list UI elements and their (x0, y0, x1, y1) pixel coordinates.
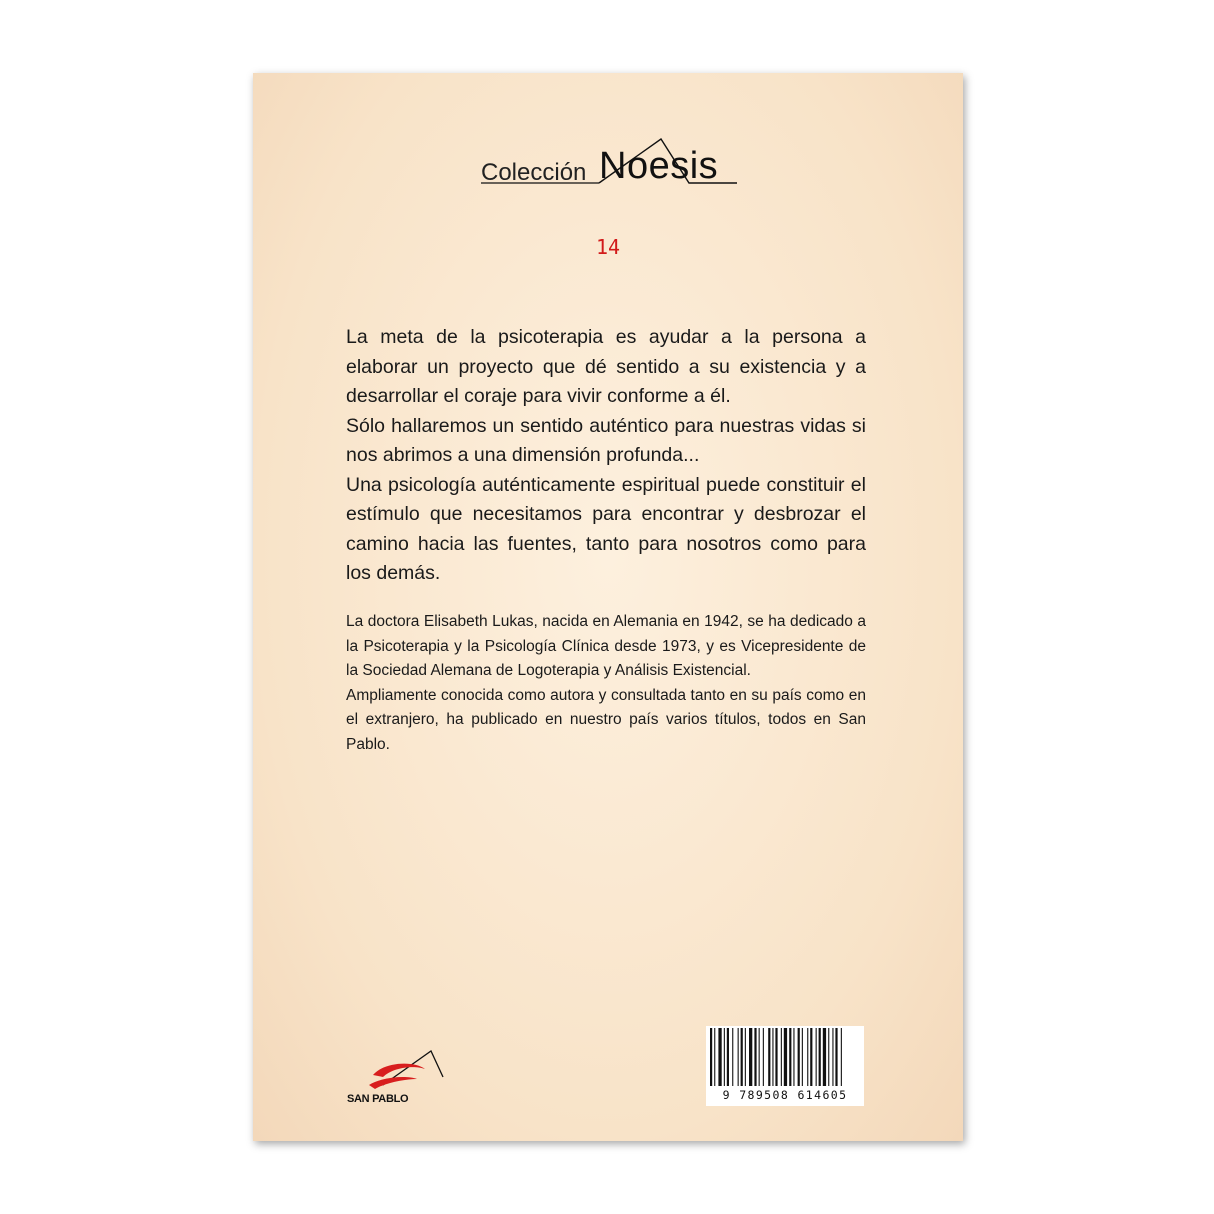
collection-name: Noesis (599, 145, 719, 187)
collection-label: Colección (481, 159, 587, 186)
san-pablo-logo-icon (345, 1047, 455, 1097)
book-back-cover (253, 73, 963, 1141)
author-bio-paragraph: Ampliamente conocida como autora y consultada tanto en su país como en el extranjero, ha publicado en nuestro país varios títulos, todos en San Pablo. (346, 686, 866, 753)
publisher-name: SAN PABLO (347, 1093, 409, 1105)
collection-logo (481, 125, 741, 195)
series-number: 14 (595, 235, 621, 259)
author-bio-paragraph: La doctora Elisabeth Lukas, nacida en Alemania en 1942, se ha dedicado a la Psicoterapia y la Psicología Clínica desde 1973, y es Vicepresidente de la Sociedad Alemana de Logoterapia y Análisis Existencial. (346, 613, 866, 679)
publisher-logo (345, 1047, 455, 1109)
blurb-paragraph: Una psicología auténticamente espiritual puede constituir el estímulo que necesitamos para encontrar y desbrozar el camino hacia las fuentes, tanto para nosotros como para los demás. (346, 473, 866, 584)
barcode-bars (710, 1028, 860, 1090)
isbn-barcode (706, 1026, 864, 1106)
author-bio (346, 610, 866, 757)
blurb (346, 323, 866, 589)
blurb-paragraph: La meta de la psicoterapia es ayudar a la persona a elaborar un proyecto que dé sentido a su existencia y a desarrollar el coraje para vivir conforme a él. (346, 326, 866, 407)
blurb-paragraph: Sólo hallaremos un sentido auténtico para nuestras vidas si nos abrimos a una dimensión profunda... (346, 414, 866, 466)
isbn-digits: 9 789508 614605 (722, 1088, 848, 1102)
